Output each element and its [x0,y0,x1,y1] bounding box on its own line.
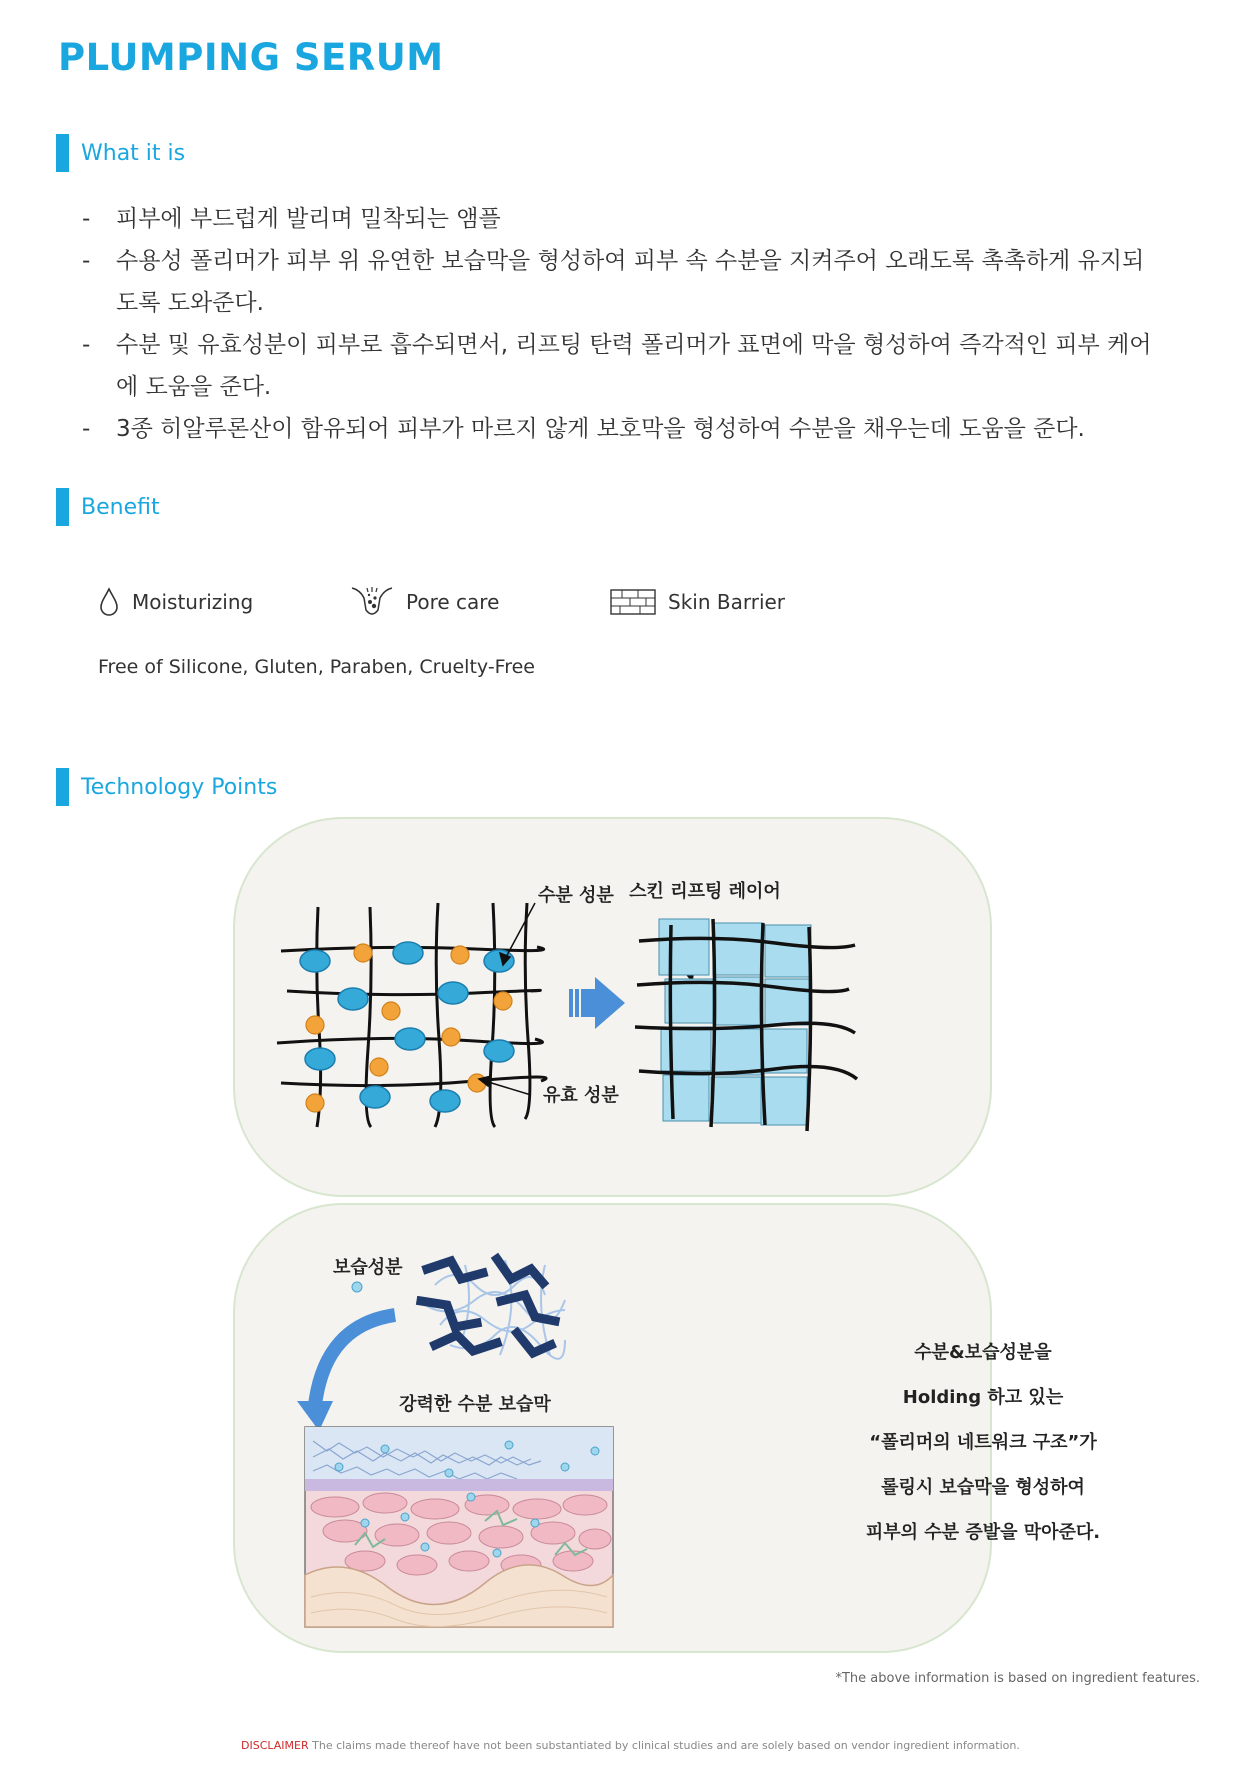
polymer-network-cluster [421,1259,565,1359]
benefit-moisturizing: Moisturizing [98,580,253,624]
label-strong-moisture-film: 강력한 수분 보습막 [399,1394,551,1415]
section-marker [56,488,69,526]
label-active-ingredient: 유효 성분 [543,1085,619,1106]
droplet-icon [98,587,120,617]
skin-barrier-icon [610,588,656,616]
moisture-film-description: 수분&보습성분을 Holding 하고 있는 “폴리머의 네트워크 구조”가 롤링시 보습막을 형성하여 피부의 수분 증발을 막아준다. [865,1342,1101,1543]
section-title: What it is [81,140,186,166]
footnote: *The above information is based on ingredient features. [835,1671,1200,1686]
technology-diagram-moisture-film [233,1203,1101,1653]
section-what-it-is [56,134,185,172]
label-moisturizing-ingredient: 보습성분 [333,1257,403,1278]
transition-arrow [569,977,625,1029]
section-benefit [56,488,160,526]
pore-icon [350,584,394,620]
what-it-is-list [82,198,1162,450]
lifting-layer-grid [635,919,857,1131]
label-water-ingredient: 수분 성분 [538,885,614,906]
page-title: PLUMPING SERUM [58,36,444,79]
disclaimer [241,1739,1020,1752]
free-of-text: Free of Silicone, Gluten, Paraben, Cruelty-Free [98,656,535,678]
section-marker [56,768,69,806]
list-item: - 수분 및 유효성분이 피부로 흡수되면서, 리프팅 탄력 폴리머가 표면에 막을 형성하여 즉각적인 피부 케어에 도움을 준다. [82,332,1152,400]
list-item: - 피부에 부드럽게 발리며 밀착되는 앰플 [82,206,501,232]
network-diagram [235,819,990,1195]
technology-diagram-network [233,817,992,1197]
benefit-pore-care: Pore care [350,580,499,624]
disclaimer-text: The claims made thereof have not been substantiated by clinical studies and are solely based on vendor ingredient information. [308,1739,1020,1752]
benefit-skin-barrier: Skin Barrier [610,580,785,624]
list-item: - 3종 히알루론산이 함유되어 피부가 마르지 않게 보호막을 형성하여 수분을 채우는데 도움을 준다. [82,416,1085,442]
benefit-list [98,580,898,624]
section-technology [56,768,277,806]
section-title: Benefit [81,494,160,520]
label-skin-lifting-layer: 스킨 리프팅 레이어 [629,881,781,902]
skin-cross-section [305,1427,613,1627]
section-marker [56,134,69,172]
list-item: - 수용성 폴리머가 피부 위 유연한 보습막을 형성하여 피부 속 수분을 지켜주어 오래도록 촉촉하게 유지되도록 도와준다. [82,248,1145,316]
section-title: Technology Points [81,774,278,800]
disclaimer-label: DISCLAIMER [241,1739,309,1752]
curved-arrow [297,1315,395,1431]
